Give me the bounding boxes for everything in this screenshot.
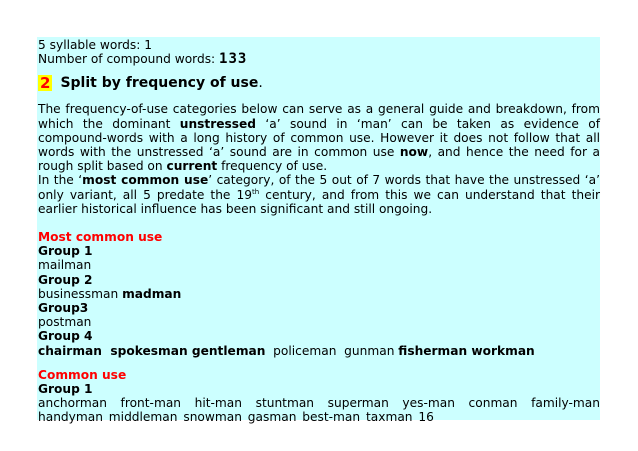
most-common-heading: Most common use — [38, 230, 163, 245]
word: policeman gunman — [265, 343, 399, 358]
common-heading: Common use — [38, 367, 127, 382]
group-words: mailman — [38, 258, 92, 273]
intro-text: ‘a’ sound in ‘man’ can be taken as evidence of compound-words with a long history of common use. However it does not follow that all words with the unstressed ‘a’ sound are in common use — [38, 116, 600, 160]
intro-emphasis-unstressed: unstressed — [179, 116, 257, 131]
intro-text: ’ category, of the 5 out of 7 words that have the unstressed ‘a’ only variant, all 5 predate the 19 — [38, 173, 600, 202]
century-superscript: th — [252, 187, 260, 196]
section-heading — [38, 74, 600, 92]
group-label: Group 1 — [38, 382, 93, 397]
document-page — [37, 37, 600, 425]
intro-text: , and hence the need for a rough split based on — [38, 145, 600, 174]
section-number: 2 — [40, 74, 51, 93]
section-title-dot: . — [258, 75, 263, 92]
group-label: Group 4 — [38, 329, 93, 344]
intro-text: In the ‘ — [38, 173, 83, 188]
section-title: Split by frequency of use — [60, 75, 259, 92]
compound-words-stat — [38, 52, 600, 66]
group-label: Group3 — [38, 301, 89, 316]
group-words — [38, 344, 600, 358]
group-label: Group 1 — [38, 244, 93, 259]
document-content — [37, 37, 600, 425]
word-bold: chairman spokesman gentleman — [38, 343, 266, 358]
word-bold: madman — [122, 286, 182, 301]
word-bold: fisherman workman — [398, 343, 535, 358]
intro-text: century, and from this we can understand that their earlier historical influence has been significant and still ongoing. — [38, 187, 600, 216]
intro-emphasis-most-common: most common use — [82, 173, 209, 188]
group-words — [38, 287, 600, 301]
group-words: anchorman front-man hit-man stuntman superman yes-man conman family-man handyman middleman snowman gasman best-man taxman 16 — [38, 396, 600, 425]
syllable-words-stat: 5 syllable words: 1 — [38, 38, 152, 52]
intro-text: frequency of use. — [217, 159, 328, 174]
word: businessman — [38, 286, 123, 301]
intro-paragraph — [38, 102, 600, 216]
intro-emphasis-current: current — [166, 159, 218, 174]
compound-words-label: Number of compound words: — [38, 52, 216, 67]
intro-text: The frequency-of-use categories below can serve as a general guide and breakdown, from which the dominant — [38, 102, 600, 131]
compound-words-value: 133 — [219, 51, 248, 68]
group-words: postman — [38, 315, 92, 330]
intro-emphasis-now: now — [399, 145, 429, 160]
group-label: Group 2 — [38, 272, 93, 287]
